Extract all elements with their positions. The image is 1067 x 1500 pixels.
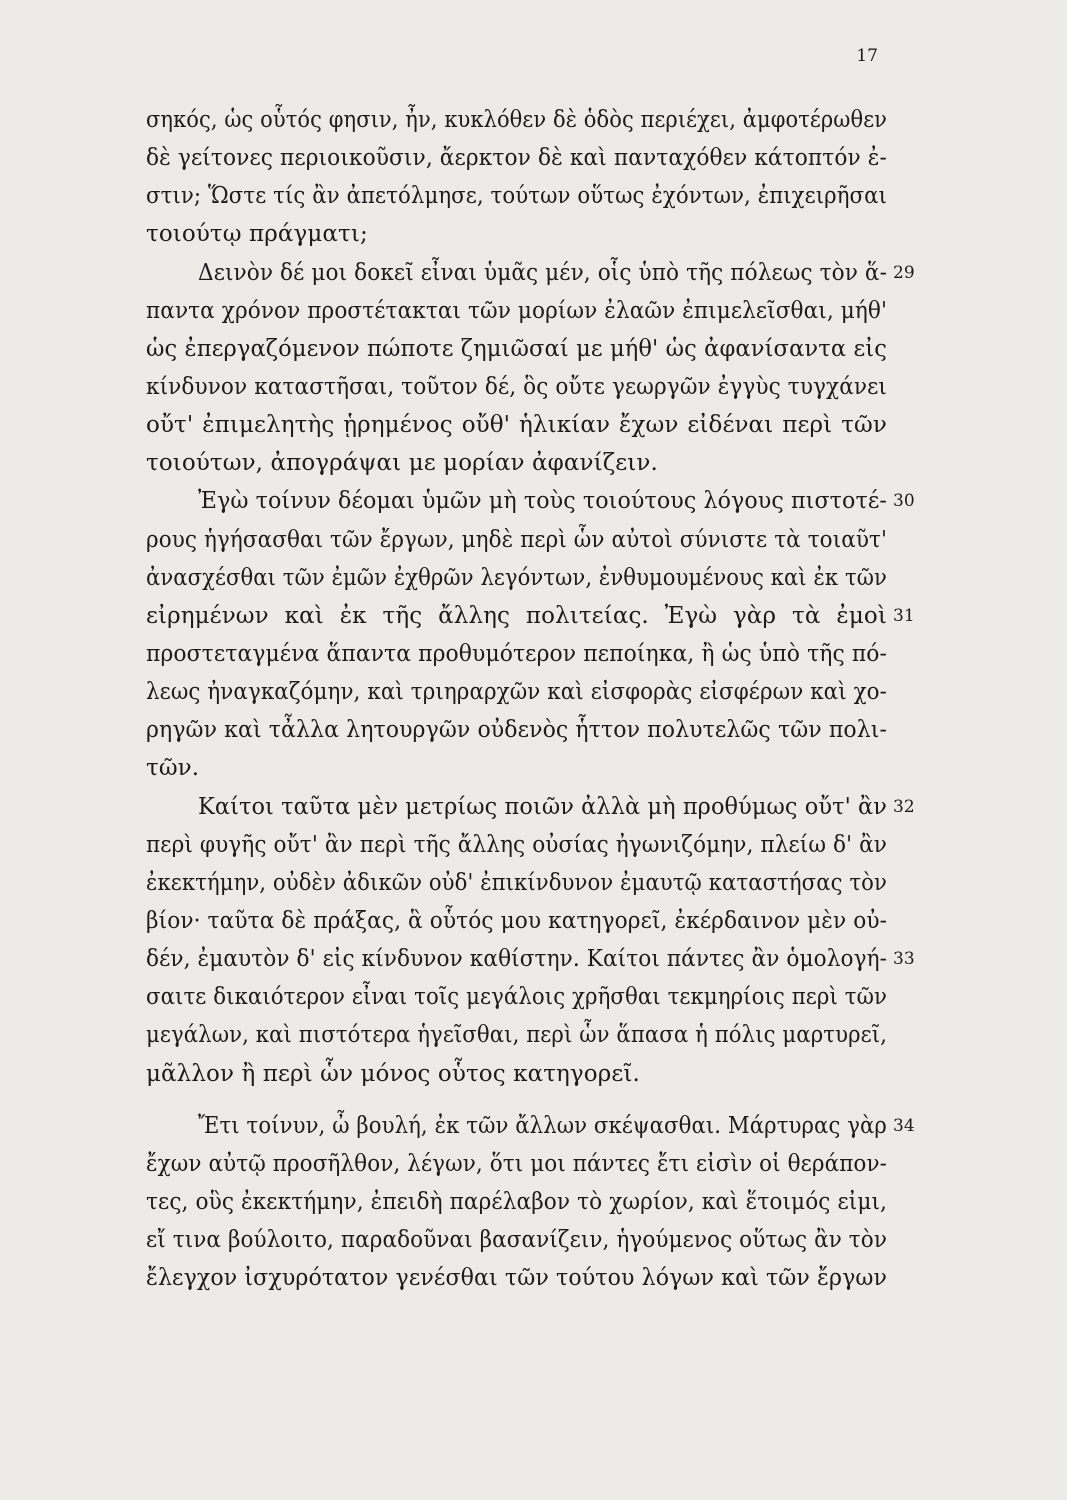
line-text: σαιτε δικαιότερον εἶναι τοῖς μεγάλοις χρῆσθαι τεκμηρίοις περὶ τῶν [146, 984, 888, 1011]
line-text: ἀνασχέσθαι τῶν ἐμῶν ἐχθρῶν λεγόντων, ἐνθυμουμένους καὶ ἐκ τῶν [146, 564, 887, 591]
text-line [0, 330, 1067, 368]
line-text: σηκός, ὡς οὗτός φησιν, ἦν, κυκλόθεν δὲ ὁδὸς περιέχει, ἀμφοτέρωθεν [146, 107, 888, 133]
text-line [0, 826, 1067, 864]
line-text: εἰρημένων καὶ ἐκ τῆς ἄλλης πολιτείας. Ἐγὼ γὰρ τὰ ἐμοὶ [146, 602, 887, 629]
line-text: στιν; Ὥστε τίς ἂν ἀπετόλμησε, τούτων οὕτως ἐχόντων, ἐπιχειρῆσαι [146, 183, 888, 210]
line-text: ἔλεγχον ἰσχυρότατον γενέσθαι τῶν τούτου λόγων καὶ τῶν ἔργων [146, 1265, 888, 1292]
section-number: 31 [893, 605, 915, 626]
line-text: ρηγῶν καὶ τἆλλα λητουργῶν οὐδενὸς ἧττον πολυτελῶς τῶν πολι- [146, 717, 888, 744]
text-line [0, 749, 1067, 787]
text-line [0, 1107, 1067, 1145]
text-line [0, 1145, 1067, 1183]
line-text: δὲ γείτονες περιοικοῦσιν, ἄερκτον δὲ καὶ πανταχόθεν κάτοπτόν ἐ- [146, 145, 887, 172]
section-number: 30 [893, 491, 915, 512]
line-text: ἔχων αὐτῷ προσῆλθον, λέγων, ὅτι μοι πάντες ἔτι εἰσὶν οἱ θεράπον- [146, 1150, 887, 1177]
line-text: τες, οὓς ἐκεκτήμην, ἐπειδὴ παρέλαβον τὸ χωρίον, καὶ ἕτοιμός εἰμι, [146, 1188, 888, 1215]
text-line [0, 521, 1067, 559]
line-text: εἴ τινα βούλοιτο, παραδοῦναι βασανίζειν, ἡγούμενος οὕτως ἂν τὸν [146, 1227, 888, 1254]
line-text: Ἐγὼ τοίνυν δέομαι ὑμῶν μὴ τοὺς τοιούτους λόγους πιστοτέ- [198, 488, 887, 515]
text-line [0, 1055, 1067, 1093]
text-line [0, 1016, 1067, 1054]
text-line [0, 940, 1067, 978]
line-text: Δεινὸν δέ μοι δοκεῖ εἶναι ὑμᾶς μέν, οἷς ὑπὸ τῆς πόλεως τὸν ἅ- [198, 259, 888, 286]
section-number: 33 [893, 949, 915, 970]
line-text: μεγάλων, καὶ πιστότερα ἡγεῖσθαι, περὶ ὧν ἅπασα ἡ πόλις μαρτυρεῖ, [146, 1022, 888, 1049]
section-number: 29 [893, 262, 915, 283]
text-line [0, 101, 1067, 139]
text-line [0, 978, 1067, 1016]
text-line [0, 788, 1067, 826]
text-line [0, 254, 1067, 292]
line-text: ρους ἡγήσασθαι τῶν ἔργων, μηδὲ περὶ ὧν αὐτοὶ σύνιστε τὰ τοιαῦτ' [146, 526, 887, 553]
text-line [0, 444, 1067, 482]
text-line [0, 1183, 1067, 1221]
line-text: ὡς ἐπεργαζόμενον πώποτε ζημιῶσαί με μήθ' ὡς ἀφανίσαντα εἰς [146, 335, 887, 362]
line-text: περὶ φυγῆς οὔτ' ἂν περὶ τῆς ἄλλης οὐσίας ἠγωνιζόμην, πλείω δ' ἂν [146, 831, 888, 858]
line-text: δέν, ἐμαυτὸν δ' εἰς κίνδυνον καθίστην. Καίτοι πάντες ἂν ὁμολογή- [146, 946, 888, 973]
text-line [0, 1259, 1067, 1297]
line-text: παντα χρόνον προστέτακται τῶν μορίων ἐλαῶν ἐπιμελεῖσθαι, μήθ' [146, 297, 887, 324]
text-line [0, 1221, 1067, 1259]
text-line [0, 139, 1067, 177]
text-line [0, 215, 1067, 253]
section-number: 34 [893, 1115, 915, 1136]
text-line [0, 292, 1067, 330]
text-line [0, 711, 1067, 749]
text-line [0, 673, 1067, 711]
text-line [0, 177, 1067, 215]
text-line [0, 368, 1067, 406]
text-line [0, 635, 1067, 673]
line-text: Ἔτι τοίνυν, ὦ βουλή, ἐκ τῶν ἄλλων σκέψασθαι. Μάρτυρας γὰρ [198, 1112, 888, 1139]
text-line [0, 482, 1067, 520]
line-text: βίον· ταῦτα δὲ πράξας, ἃ οὗτός μου κατηγορεῖ, ἐκέρδαινον μὲν οὐ- [146, 907, 888, 934]
line-text: τοιούτῳ πράγματι; [146, 221, 368, 248]
text-line [0, 406, 1067, 444]
line-text: προστεταγμένα ἅπαντα προθυμότερον πεποίηκα, ἢ ὡς ὑπὸ τῆς πό- [146, 640, 888, 667]
text-line [0, 864, 1067, 902]
paragraph-gap [0, 1093, 1067, 1107]
page-number: 17 [856, 46, 878, 66]
line-text: τῶν. [146, 755, 200, 782]
greek-text-body [0, 101, 1067, 1297]
text-line [0, 902, 1067, 940]
line-text: ἐκεκτήμην, οὐδὲν ἀδικῶν οὐδ' ἐπικίνδυνον ἐμαυτῷ καταστήσας τὸν [146, 869, 887, 896]
text-line [0, 559, 1067, 597]
section-number: 32 [893, 796, 915, 817]
line-text: τοιούτων, ἀπογράψαι με μορίαν ἀφανίζειν. [146, 450, 658, 477]
line-text: λεως ἠναγκαζόμην, καὶ τριηραρχῶν καὶ εἰσφορὰς εἰσφέρων καὶ χο- [146, 679, 887, 706]
line-text: οὔτ' ἐπιμελητὴς ᾑρημένος οὔθ' ἡλικίαν ἔχων εἰδέναι περὶ τῶν [146, 412, 887, 439]
line-text: Καίτοι ταῦτα μὲν μετρίως ποιῶν ἀλλὰ μὴ προθύμως οὔτ' ἂν [198, 793, 888, 820]
line-text: μᾶλλον ἢ περὶ ὧν μόνος οὗτος κατηγορεῖ. [146, 1060, 640, 1087]
line-text: κίνδυνον καταστῆσαι, τοῦτον δέ, ὃς οὔτε γεωργῶν ἐγγὺς τυγχάνει [146, 373, 887, 400]
text-line [0, 597, 1067, 635]
